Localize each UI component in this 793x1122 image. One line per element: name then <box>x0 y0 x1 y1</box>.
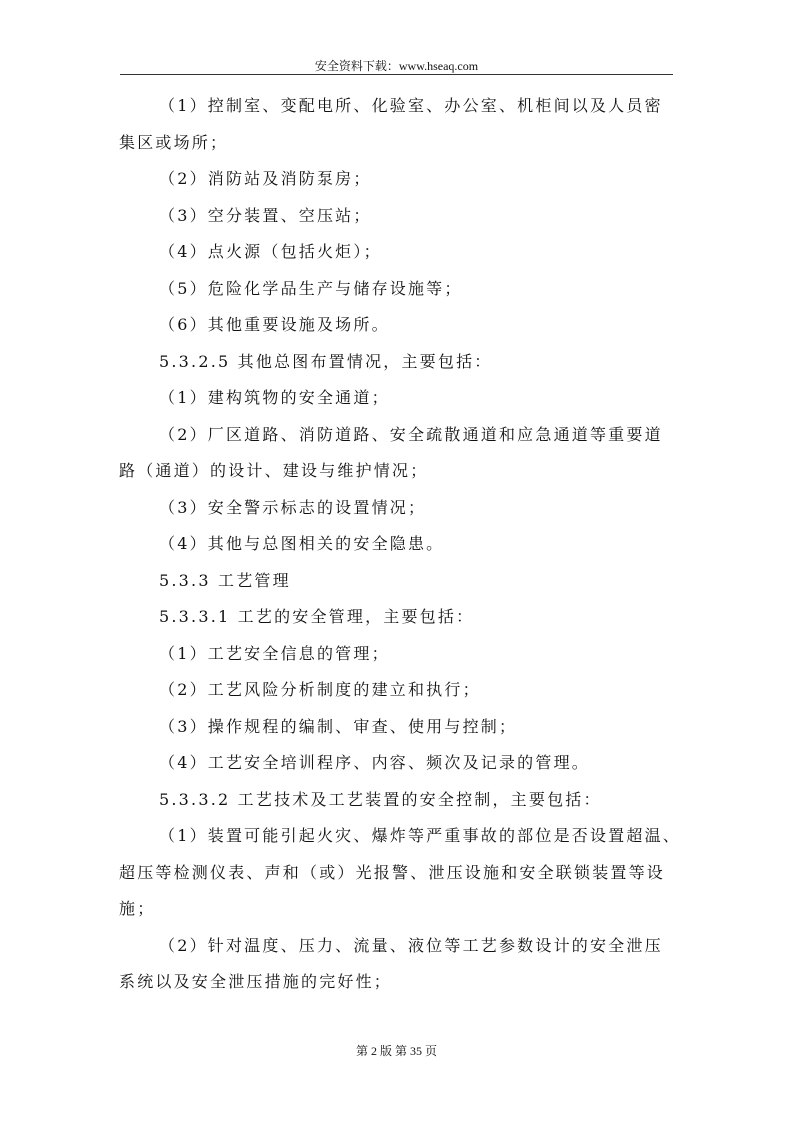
paragraph-line: 5.3.2.5 其他总图布置情况，主要包括： <box>159 351 493 371</box>
paragraph <box>119 88 675 161</box>
paragraph <box>119 526 675 563</box>
paragraph-line: （2）消防站及消防泵房； <box>159 169 372 188</box>
paragraph <box>119 599 675 636</box>
paragraph <box>119 344 675 381</box>
paragraph <box>119 271 675 308</box>
paragraph-line: 集区或场所； <box>119 132 229 152</box>
header-rule <box>120 74 673 75</box>
paragraph <box>119 161 675 198</box>
paragraph-line: 5.3.3 工艺管理 <box>159 570 291 590</box>
paragraph-line: 施； <box>119 899 156 918</box>
paragraph-line: （3）空分装置、空压站； <box>159 205 372 225</box>
paragraph-line: （3）操作规程的编制、审查、使用与控制； <box>159 716 518 736</box>
page-footer: 第 2 版 第 35 页 <box>355 1044 437 1058</box>
paragraph-line: （2）针对温度、压力、流量、液位等工艺参数设计的安全泄压 <box>159 935 663 955</box>
paragraph-line: 路（通道）的设计、建设与维护情况； <box>119 461 429 480</box>
paragraph <box>119 198 675 235</box>
paragraph-line: 超压等检测仪表、声和（或）光报警、泄压设施和安全联锁装置等设 <box>119 862 666 882</box>
paragraph <box>119 672 675 709</box>
paragraph <box>119 745 675 782</box>
paragraph-line: 系统以及安全泄压措施的完好性； <box>119 972 393 991</box>
paragraph-line: （3）安全警示标志的设置情况； <box>159 497 427 517</box>
paragraph <box>119 380 675 417</box>
paragraph-line: （1）装置可能引起火灾、爆炸等严重事故的部位是否设置超温、 <box>159 826 681 845</box>
paragraph-line: （2）工艺风险分析制度的建立和执行； <box>159 680 481 699</box>
paragraph <box>119 818 681 928</box>
paragraph-line: （1）工艺安全信息的管理； <box>159 643 390 663</box>
paragraph <box>119 636 675 673</box>
paragraph <box>119 490 675 527</box>
paragraph-line: 5.3.3.1 工艺的安全管理，主要包括： <box>159 607 475 626</box>
paragraph <box>119 928 675 1001</box>
paragraph <box>119 709 675 746</box>
document-body <box>119 88 681 1001</box>
paragraph-line: （1）建构筑物的安全通道； <box>159 388 390 407</box>
paragraph-line: （4）工艺安全培训程序、内容、频次及记录的管理。 <box>159 753 590 772</box>
paragraph <box>119 234 675 271</box>
paragraph-line: （1）控制室、变配电所、化验室、办公室、机柜间以及人员密 <box>159 96 663 115</box>
paragraph <box>119 417 675 490</box>
header-text: 安全资料下载：www.hseaq.com <box>314 59 479 73</box>
paragraph-line: （2）厂区道路、消防道路、安全疏散通道和应急通道等重要道 <box>159 424 663 444</box>
paragraph-line: （4）其他与总图相关的安全隐患。 <box>159 534 445 553</box>
paragraph <box>119 782 675 819</box>
paragraph-line: （5）危险化学品生产与储存设施等； <box>159 278 463 298</box>
paragraph <box>119 307 675 344</box>
paragraph-line: （6）其他重要设施及场所。 <box>159 315 390 334</box>
paragraph <box>119 563 675 600</box>
paragraph-line: （4）点火源（包括火炬）； <box>159 242 382 261</box>
paragraph-line: 5.3.3.2 工艺技术及工艺装置的安全控制，主要包括： <box>159 789 602 809</box>
